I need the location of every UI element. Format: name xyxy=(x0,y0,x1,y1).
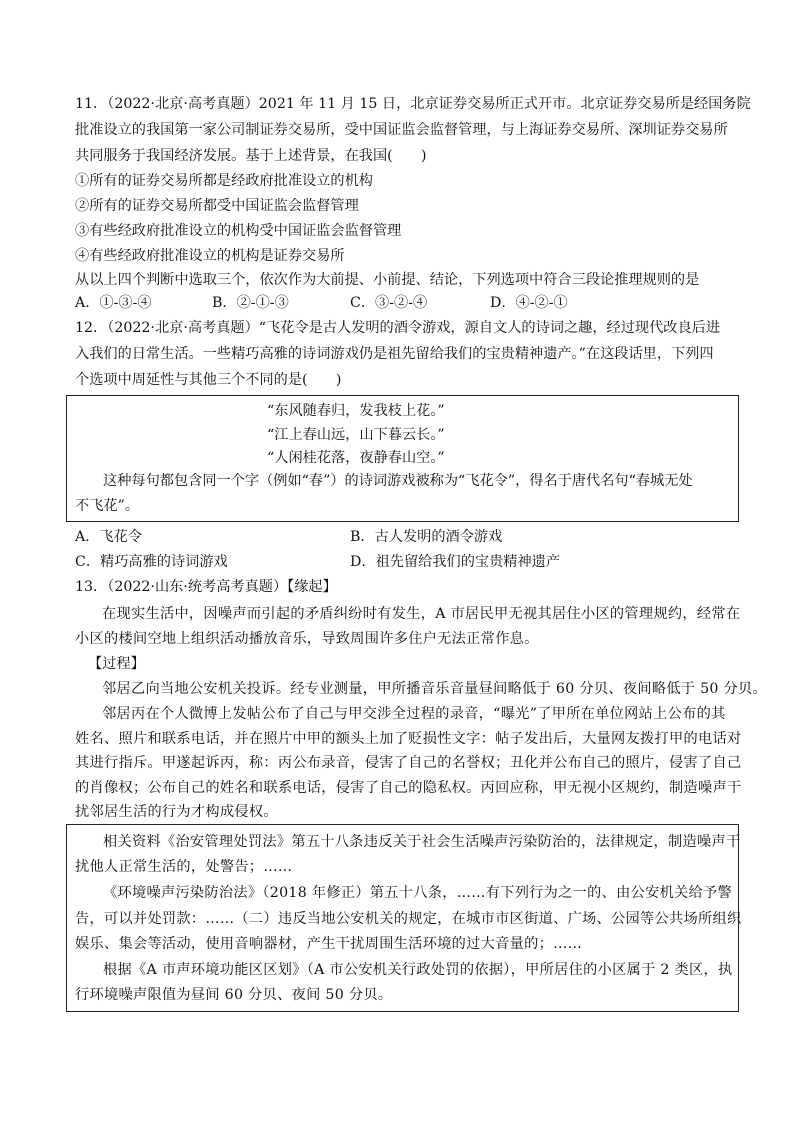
q13-material-box xyxy=(66,824,742,1012)
q13-process-line-3: 姓名、照片和联系电话，并在照片中甲的额头上加了贬损性文字：帖子发出后，大量网友拨打甲的电话对 xyxy=(75,731,742,747)
q13-material-line-5: 娱乐、集会等活动，使用音响器材，产生干扰周围生活环境的过大音量的；…… xyxy=(75,936,583,952)
q13-process-line-5: 的肖像权；公布自己的姓名和联系电话，侵害了自己的隐私权。丙回应称，甲无视小区规约，制造噪声干 xyxy=(75,780,742,796)
q12-note-line-2: 不飞花”。 xyxy=(75,498,140,514)
q12-poem-line-2: “江上春山远，山下暮云长。” xyxy=(267,427,445,443)
q13-header: 13．（2022·山东·统考高考真题）【缘起】 xyxy=(75,579,337,595)
q13-process-title: 【过程】 xyxy=(88,656,145,672)
q11-statement-4: ④有些经政府批准设立的机构是证券交易所 xyxy=(75,248,345,264)
q12-stem-line-2: 入我们的日常生活。一些精巧高雅的诗词游戏仍是祖先留给我们的宝贵精神遗产。”在这段话里，下列四 xyxy=(75,346,714,362)
q12-option-a[interactable]: A．飞花令 xyxy=(75,529,142,545)
q11-option-b[interactable]: B．②-①-③ xyxy=(212,295,289,311)
q13-material-line-1: 相关资料《治安管理处罚法》第五十八条违反关于社会生活噪声污染防治的，法律规定，制造噪声干 xyxy=(103,834,741,850)
q12-option-c[interactable]: C．精巧高雅的诗词游戏 xyxy=(75,554,228,570)
q11-statement-3: ③有些经政府批准设立的机构受中国证监会监督管理 xyxy=(75,223,402,239)
q12-poem-line-3: “人闲桂花落，夜静春山空。” xyxy=(267,450,445,466)
q13-process-line-2: 邻居丙在个人微博上发帖公布了自己与甲交涉全过程的录音，“曝光”了甲所在单位网站上公布的其 xyxy=(102,706,726,722)
q11-prompt: 从以上四个判断中选取三个，依次作为大前提、小前提、结论，下列选项中符合三段论推理规则的是 xyxy=(75,272,700,288)
q13-origin-line-2: 小区的楼间空地上组织活动播放音乐，导致周围许多住户无法正常作息。 xyxy=(75,631,539,647)
q11-option-c[interactable]: C．③-②-④ xyxy=(350,295,428,311)
q11-statement-1: ①所有的证券交易所都是经政府批准设立的机构 xyxy=(75,173,373,189)
q13-material-line-2: 扰他人正常生活的，处警告；…… xyxy=(75,859,293,875)
q12-note-line-1: 这种每句都包含同一个字（例如“春”）的诗词游戏被称为“飞花令”，得名于唐代名句“春城无处 xyxy=(103,473,693,489)
q12-material-box xyxy=(66,395,739,522)
q13-material-line-7: 行环境噪声限值为昼间 60 分贝、夜间 50 分贝。 xyxy=(75,987,393,1003)
q11-option-d[interactable]: D．④-②-① xyxy=(490,295,568,311)
q11-stem-line-2: 批准设立的我国第一家公司制证券交易所，受中国证监会监督管理，与上海证券交易所、深圳证券交易所 xyxy=(75,122,728,138)
q11-stem-line-3: 共同服务于我国经济发展。基于上述背景，在我国( ) xyxy=(75,148,427,164)
q11-stem-line-1: 11．（2022·北京·高考真题）2021 年 11 月 15 日，北京证券交易所正式开市。北京证券交易所是经国务院 xyxy=(75,96,751,112)
q13-origin-line-1: 在现实生活中，因噪声而引起的矛盾纠纷时有发生，A 市居民甲无视其居住小区的管理规约，经常在 xyxy=(102,606,741,622)
q12-stem-line-1: 12．（2022·北京·高考真题）“飞花令是古人发明的酒令游戏，源自文人的诗词之趣，经过现代改良后进 xyxy=(75,320,721,336)
q11-statement-2: ②所有的证券交易所都受中国证监会监督管理 xyxy=(75,198,359,214)
q13-material-line-3: 《环境噪声污染防治法》（2018 年修正）第五十八条，……有下列行为之一的、由公安机关给予警 xyxy=(103,885,733,901)
q13-process-line-1: 邻居乙向当地公安机关投诉。经专业测量，甲所播音乐音量昼间略低于 60 分贝、夜间略低于 50 分贝。 xyxy=(102,681,768,697)
q13-process-line-6: 扰邻居生活的行为才构成侵权。 xyxy=(75,804,278,820)
q11-option-a[interactable]: A．①-③-④ xyxy=(75,295,152,311)
q13-process-line-4: 其进行指斥。甲遂起诉丙，称：丙公布录音，侵害了自己的名誉权；丑化并公布自己的照片，侵害了自己 xyxy=(75,755,742,771)
q13-material-line-6: 根据《A 市声环境功能区区划》（A 市公安机关行政处罚的依据），甲所居住的小区属于 2 类区，执 xyxy=(103,962,733,978)
q12-option-d[interactable]: D．祖先留给我们的宝贵精神遗产 xyxy=(350,554,561,570)
q13-material-line-4: 告，可以并处罚款：……（二）违反当地公安机关的规定，在城市市区街道、广场、公园等公共场所组织 xyxy=(75,911,742,927)
q12-option-b[interactable]: B．古人发明的酒令游戏 xyxy=(350,529,503,545)
q12-stem-line-3: 个选项中周延性与其他三个不同的是( ) xyxy=(75,372,342,388)
q12-poem-line-1: “东风随春归，发我枝上花。” xyxy=(267,403,445,419)
